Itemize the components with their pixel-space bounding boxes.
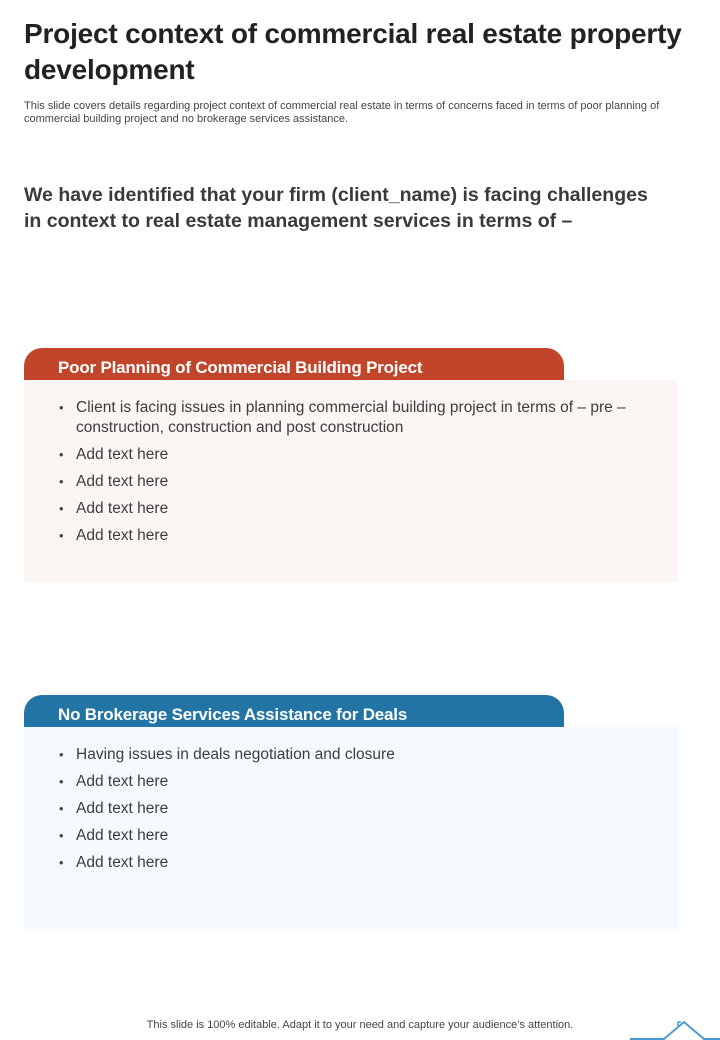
list-item-text: Add text here — [76, 526, 169, 544]
bullet-icon: • — [59, 774, 64, 789]
list-item — [59, 526, 638, 546]
list-item-text: Add text here — [76, 472, 169, 490]
bullet-icon: • — [59, 801, 64, 816]
page-subtitle: This slide covers details regarding project context of commercial real estate in terms of concerns faced in terms of poor planning of commercial building project and no brokerage services assistance. — [24, 100, 660, 125]
list-item — [59, 398, 638, 437]
card-header-no-brokerage: No Brokerage Services Assistance for Deals — [24, 695, 564, 735]
list-item — [59, 472, 638, 492]
list-item — [59, 745, 638, 765]
list-item-text: Add text here — [76, 800, 169, 817]
card-body-no-brokerage — [24, 727, 678, 929]
list-item-text: Client is facing issues in planning commercial building project in terms of – pre –construction, construction and post construction — [76, 399, 626, 436]
list-item-text: Add text here — [76, 827, 169, 844]
list-item-text: Add text here — [76, 854, 169, 871]
list-item-text: Add text here — [76, 773, 169, 790]
bullet-icon: • — [59, 400, 64, 415]
list-item — [59, 853, 638, 873]
bullet-icon: • — [59, 500, 64, 516]
list-item — [59, 826, 638, 846]
footer-note: This slide is 100% editable. Adapt it to your need and capture your audience’s attention. — [146, 1019, 574, 1031]
list-item-text: Having issues in deals negotiation and closure — [76, 746, 395, 763]
bullet-icon: • — [59, 446, 64, 462]
bullet-icon: • — [59, 527, 64, 543]
bullet-icon: • — [59, 855, 64, 870]
house-outline-icon — [630, 1014, 720, 1040]
bullet-icon: • — [59, 747, 64, 762]
card-header-poor-planning: Poor Planning of Commercial Building Project — [24, 348, 564, 388]
bullet-icon: • — [59, 828, 64, 843]
list-item — [59, 799, 638, 819]
list-item — [59, 499, 638, 519]
list-item — [59, 445, 638, 465]
bullet-list — [59, 398, 638, 545]
list-item — [59, 772, 638, 792]
bullet-icon: • — [59, 473, 64, 489]
bullet-list — [59, 745, 638, 873]
intro-statement: We have identified that your firm (client_name) is facing challenges in context to real estate management services in terms of – — [24, 184, 648, 232]
page-title: Project context of commercial real estate property development — [24, 18, 682, 85]
list-item-text: Add text here — [76, 499, 169, 517]
list-item-text: Add text here — [76, 445, 169, 463]
card-body-poor-planning — [24, 380, 678, 582]
